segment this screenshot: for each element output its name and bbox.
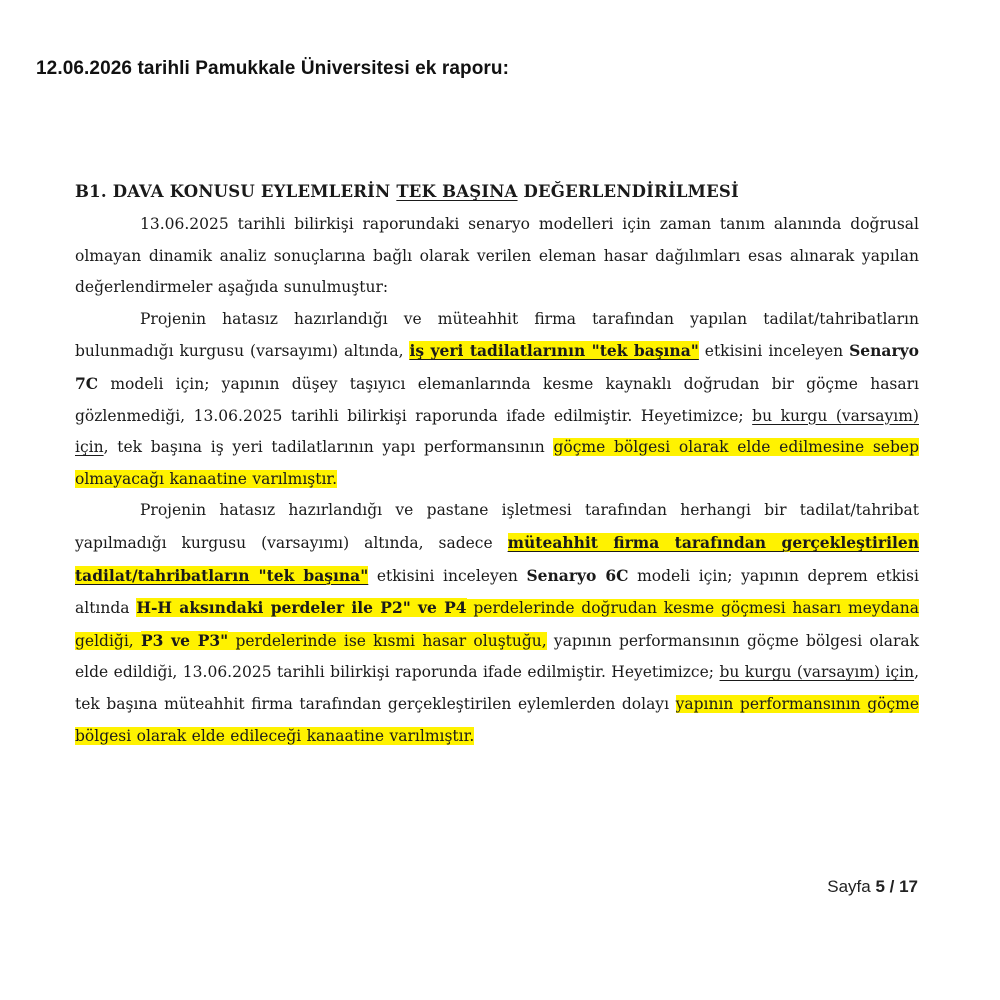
page-number-label: Sayfa — [827, 877, 876, 896]
p2-text-1: Projenin hatasız hazırlandığı ve müteahhit firma tarafından yapılan tadilat/tahribatların bulunmadığı kurgusu (varsayımı) altında, — [75, 309, 919, 361]
p2-highlight-workplace-renovations: iş yeri tadilatlarının "tek başına" — [409, 341, 699, 361]
paragraph-scenario-7c — [75, 304, 919, 496]
report-title: 12.06.2026 tarihli Pamukkale Üniversitesi ek raporu: — [36, 58, 510, 79]
p3-text-4: yapının performansının göçme bölgesi olarak elde edildiği, 13.06.2025 tarihli bilirkişi raporunda ifade edilmiştir. Heyetimizce; — [75, 631, 919, 682]
page-number-separator: / — [884, 877, 900, 896]
section-heading-underlined: TEK BAŞINA — [396, 182, 518, 201]
p2-text-4: , tek başına iş yeri tadilatlarının yapı performansının — [103, 438, 554, 457]
p2-highlight-conclusion: göçme bölgesi olarak elde edilmesine sebep olmayacağı kanaatine varılmıştır. — [75, 438, 919, 488]
report-excerpt — [75, 176, 919, 752]
paragraph-intro: 13.06.2025 tarihli bilirkişi raporundaki senaryo modelleri için zaman tanım alanında doğrusal olmayan dinamik analiz sonuçlarına bağlı olarak verilen eleman hasar dağılımları esas alınarak yapılan değerlendirmeler aşağıda sunulmuştur: — [75, 215, 919, 297]
p2-scenario-7c-label: Senaryo 7C — [75, 341, 919, 393]
p3-highlight-conclusion: yapının performansının göçme bölgesi olarak elde edileceği kanaatine varılmıştır. — [75, 694, 920, 745]
page-number-current: 5 — [875, 877, 885, 896]
p2-text-2: etkisini inceleyen — [698, 342, 850, 361]
page-number — [827, 877, 918, 897]
p2-underline-assumption: bu kurgu (varsayım) için — [75, 406, 919, 457]
p2-text-3: modeli için; yapının düşey taşıyıcı elemanlarında kesme kaynaklı doğrudan bir göçme hasarı gözlenmediği, 13.06.2025 tarihli bilirkişi raporunda ifade edilmiştir. Heyetimizce; — [75, 374, 919, 425]
section-heading-prefix: B1. DAVA KONUSU EYLEMLERİN — [75, 182, 397, 201]
p3-text-3: modeli için; yapının deprem etkisi altında — [75, 566, 919, 618]
page-number-total: 17 — [899, 877, 918, 896]
section-heading-suffix: DEĞERLENDİRİLMESİ — [517, 182, 739, 201]
p3-highlight-walls-bold: H-H aksındaki perdeler ile P2" ve P4 — [136, 598, 467, 618]
p3-highlight-shear-failure: perdelerinde doğrudan kesme göçmesi hasarı meydana geldiği, — [75, 599, 920, 650]
p3-scenario-6c-label: Senaryo 6C — [526, 565, 629, 585]
paragraph-scenario-6c — [75, 495, 919, 752]
p3-text-2: etkisini inceleyen — [368, 566, 527, 585]
section-heading — [75, 176, 919, 207]
p3-highlight-contractor-alterations: müteahhit firma tarafından gerçekleştirilen tadilat/tahribatların "tek başına" — [75, 532, 919, 585]
p3-text-5: , tek başına müteahhit firma tarafından gerçekleştirilen eylemlerden dolayı — [75, 663, 919, 713]
p3-highlight-partial-damage: perdelerinde ise kısmi hasar oluştuğu, — [228, 631, 547, 650]
p3-text-1: Projenin hatasız hazırlandığı ve pastane işletmesi tarafından herhangi bir tadilat/tahribat yapılmadığı kurgusu (varsayımı) altında, sadece — [75, 501, 919, 552]
p3-highlight-p3-bold: P3 ve P3" — [140, 630, 229, 650]
p3-underline-assumption: bu kurgu (varsayım) için — [719, 663, 915, 682]
